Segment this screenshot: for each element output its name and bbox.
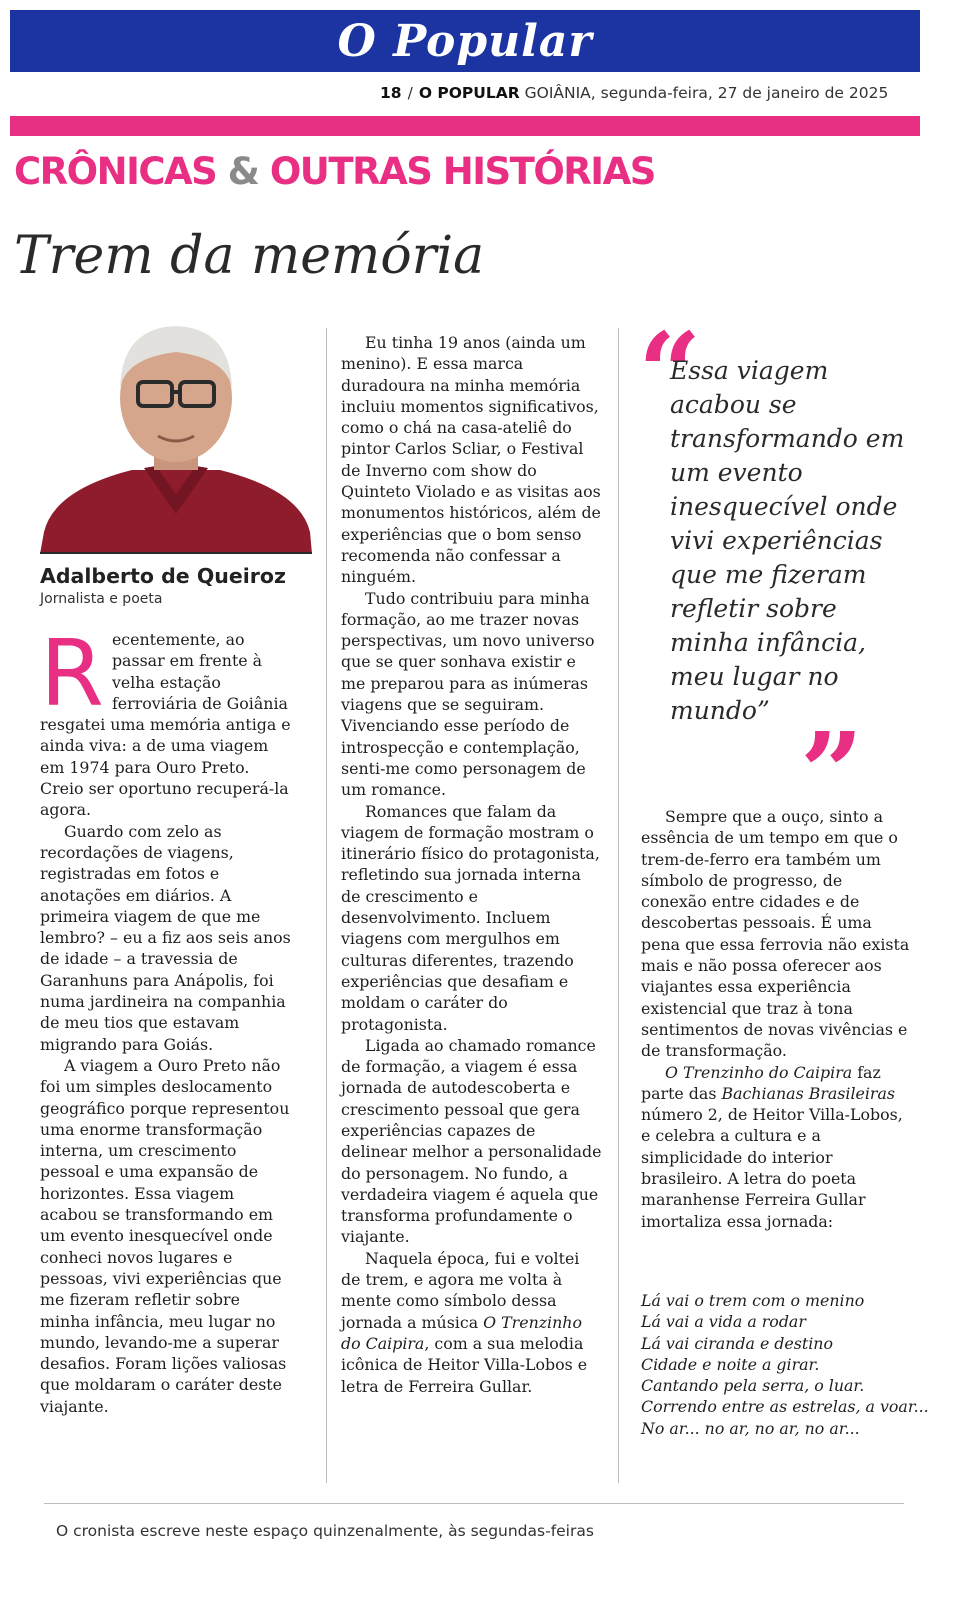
author-role: Jornalista e poeta — [40, 591, 163, 607]
verse-line: No ar... no ar, no ar, no ar... — [641, 1418, 860, 1438]
drop-cap: R — [40, 620, 104, 727]
footer-rule — [44, 1503, 904, 1504]
verse-line: Lá vai o trem com o menino — [641, 1291, 865, 1310]
paragraph: Ligada ao chamado romance de formação, a viagem é essa jornada de autodescoberta e crescimento pessoal que gera experiências capazes de delinear melhor a personalidade do personagem. No fundo, a verdadeira viagem é aquela que transforma profundamente o viajante. — [341, 1035, 602, 1247]
paragraph — [40, 620, 292, 821]
paragraph: Guardo com zelo as recordações de viagens, registradas em fotos e anotações em diários. A primeira viagem de que me lembro? – eu a fiz aos seis anos de idade – a travessia de Garanhuns para Anápolis, foi numa jardineira na companhia de meu tios que estavam migrando para Goiás. — [40, 821, 291, 1054]
footer-note: O cronista escreve neste espaço quinzenalmente, às segundas-feiras — [56, 1522, 594, 1540]
paragraph-text: faz parte das — [641, 1062, 881, 1103]
paragraph-text: ecentemente, ao passar em frente à velha estação ferroviária de Goiânia resgatei uma memória antiga e ainda viva: a de uma viagem em 1974 para Ouro Preto. Creio ser oportuno recuperá-la agora. — [40, 630, 291, 820]
masthead-logo: O Popular — [10, 10, 920, 72]
paragraph-text: número 2, de Heitor Villa-Lobos, e celebra a cultura e a simplicidade do interior brasileiro. A letra do poeta maranhense Ferreira Gullar imortaliza essa jornada: — [641, 1105, 903, 1231]
paragraph: Tudo contribuiu para minha formação, ao me trazer novas perspectivas, um novo universo que se quer sonhava existir e me preparou para as inúmeras viagens que se seguiram. Vivenciando esse período de introspecção e contemplação, senti-me como personagem de um romance. — [341, 588, 595, 800]
article-headline: Trem da memória — [14, 226, 485, 286]
paragraph-text: Naquela época, fui e voltei de trem, e agora me volta à mente como símbolo dessa jornada a música — [341, 1248, 580, 1332]
quote-open-icon: “ — [638, 308, 702, 437]
section-title-right: OUTRAS HISTÓRIAS — [269, 150, 655, 193]
paragraph — [641, 1062, 911, 1232]
folio-line — [380, 84, 888, 102]
folio-separator: / — [407, 84, 413, 102]
paragraph: Romances que falam da viagem de formação mostram o itinerário físico do protagonista, refletindo sua jornada interna de crescimento e desenvolvimento. Incluem viagens com mergulhos em culturas diferentes, trazendo experiências que desafiam e moldam o caráter do protagonista. — [341, 801, 600, 1034]
page-number: 18 — [380, 84, 402, 102]
paragraph — [341, 1248, 603, 1397]
pull-quote: Essa viagem acabou se transformando em um evento inesquecível onde vivi experiências que me fizeram refletir sobre minha infância, meu lugar no mundo” — [670, 356, 905, 725]
section-title-amp: & — [227, 150, 259, 193]
body-column-2 — [341, 332, 603, 1397]
verse-line: Lá vai ciranda e destino — [641, 1333, 833, 1353]
music-title: O Trenzinho do Caipira — [665, 1062, 853, 1082]
column-divider-1 — [326, 328, 327, 1483]
section-title-left: CRÔNICAS — [14, 150, 217, 193]
body-column-1 — [40, 620, 292, 1417]
author-photo — [40, 318, 312, 554]
verse-line: Lá vai a vida a rodar — [641, 1312, 806, 1332]
paragraph: Eu tinha 19 anos (ainda um menino). E essa marca duradoura na minha memória incluiu momentos significativos, como o chá na casa-ateliê do pintor Carlos Scliar, o Festival de Inverno com show do Quinteto Violado e as visitas aos monumentos históricos, além de experiências que o bom senso recomenda não confessar a ninguém. — [341, 333, 601, 587]
music-title: O Trenzinho do Caipira — [341, 1312, 582, 1353]
paragraph: Sempre que a ouço, sinto a essência de um tempo em que o trem-de-ferro era também um símbolo de progresso, de conexão entre cidades e de descobertas pessoais. É uma pena que essa ferrovia não exista mais e não possa oferecer aos viajantes essa experiência existencial que traz à tona sentimentos de novas vivências e de transformação. — [641, 807, 910, 1061]
author-name: Adalberto de Queiroz — [40, 564, 286, 588]
verse-line: Correndo entre as estrelas, a voar... — [641, 1397, 929, 1417]
paragraph-text: , com a sua melodia icônica de Heitor Villa-Lobos e letra de Ferreira Gullar. — [341, 1333, 588, 1396]
section-color-bar — [10, 116, 920, 136]
poem-verse — [641, 1290, 941, 1439]
work-title: Bachianas Brasileiras — [721, 1083, 895, 1103]
body-column-3 — [641, 806, 911, 1232]
folio-date: segunda-feira, 27 de janeiro de 2025 — [600, 84, 889, 102]
folio-city: GOIÂNIA, — [524, 84, 596, 102]
paragraph: A viagem a Ouro Preto não foi um simples deslocamento geográfico porque representou uma enorme transformação interna, um crescimento pessoal e uma expansão de horizontes. Essa viagem acabou se transformando em um evento inesquecível onde conheci novos lugares e pessoas, vivi experiências que me fizeram refletir sobre minha infância, meu lugar no mundo, levando-me a superar desafios. Foram lições valiosas que moldaram o caráter deste viajante. — [40, 1055, 290, 1416]
verse-line: Cidade e noite a girar. — [641, 1354, 820, 1374]
column-divider-2 — [618, 328, 619, 1483]
verse-line: Cantando pela serra, o luar. — [641, 1376, 865, 1396]
paper-name: O POPULAR — [418, 84, 520, 102]
quote-close-icon: ” — [800, 708, 864, 837]
section-title — [14, 150, 655, 193]
